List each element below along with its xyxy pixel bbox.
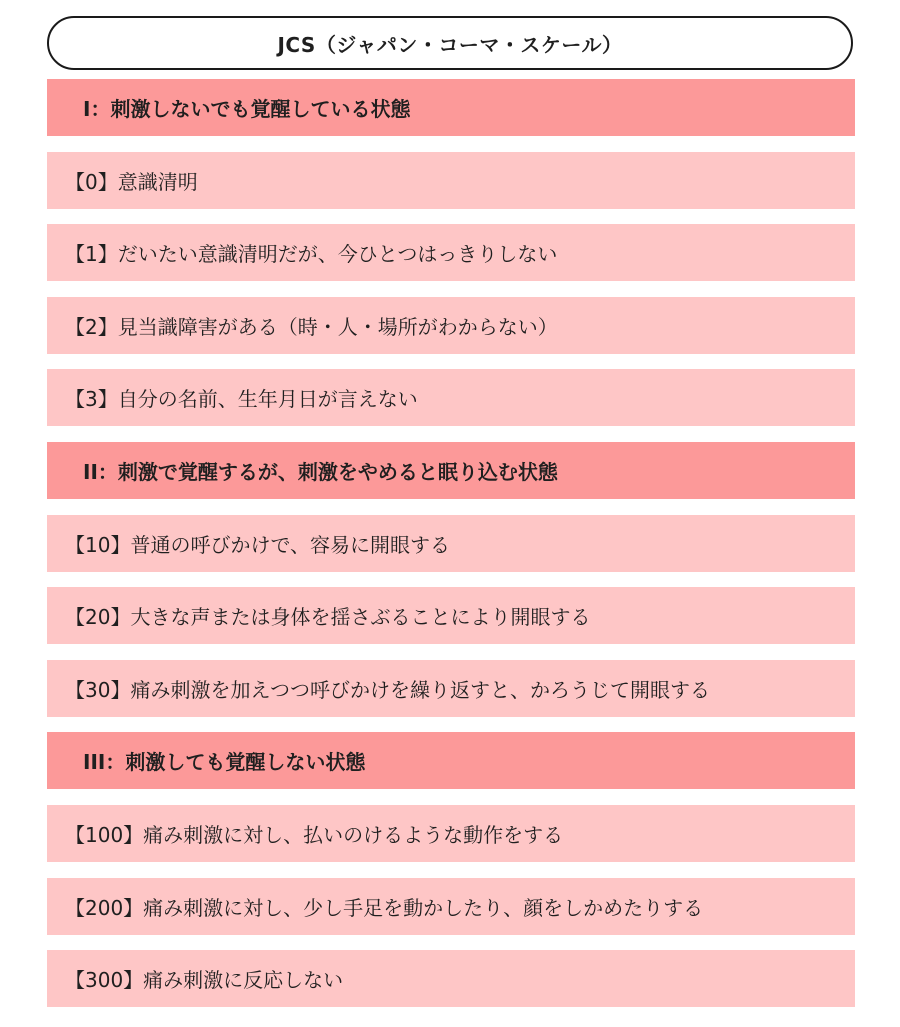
list-item-0: 【0】意識清明 (47, 152, 855, 209)
level-heading-2: II：刺激で覚醒するが、刺激をやめると眠り込む状態 (47, 442, 855, 499)
list-item-1: 【1】だいたい意識清明だが、今ひとつはっきりしない (47, 224, 855, 281)
list-item-300: 【300】痛み刺激に反応しない (47, 950, 855, 1007)
list-item-2: 【2】見当識障害がある（時・人・場所がわからない） (47, 297, 855, 354)
list-item-200: 【200】痛み刺激に対し、少し手足を動かしたり、顔をしかめたりする (47, 878, 855, 935)
jcs-list (47, 79, 855, 1023)
level-heading-1: I：刺激しないでも覚醒している状態 (47, 79, 855, 136)
page-title: JCS（ジャパン・コーマ・スケール） (47, 16, 853, 70)
level-heading-3: III：刺激しても覚醒しない状態 (47, 732, 855, 789)
list-item-30: 【30】痛み刺激を加えつつ呼びかけを繰り返すと、かろうじて開眼する (47, 660, 855, 717)
list-item-20: 【20】大きな声または身体を揺さぶることにより開眼する (47, 587, 855, 644)
list-item-3: 【3】自分の名前、生年月日が言えない (47, 369, 855, 426)
list-item-100: 【100】痛み刺激に対し、払いのけるような動作をする (47, 805, 855, 862)
list-item-10: 【10】普通の呼びかけで、容易に開眼する (47, 515, 855, 572)
